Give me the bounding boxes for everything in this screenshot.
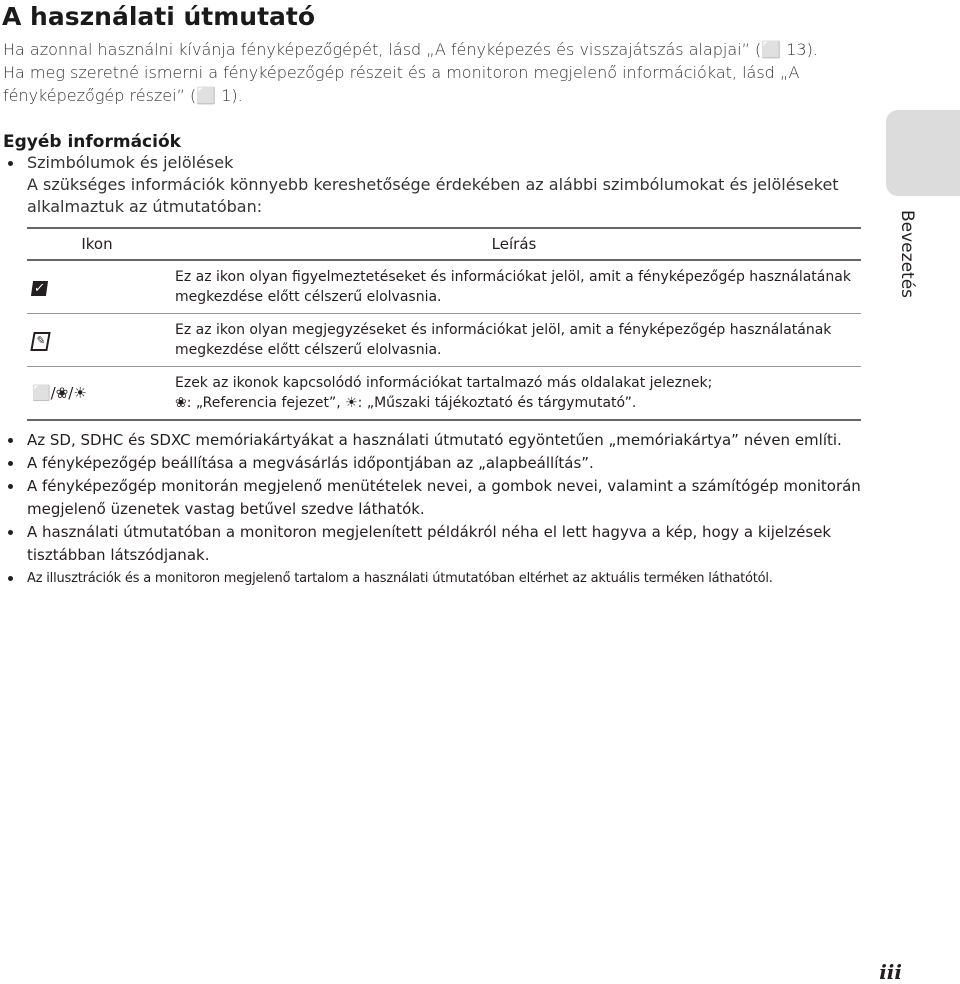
table-row <box>27 260 861 314</box>
col-header-icon: Ikon <box>27 228 167 260</box>
icon-cell <box>27 314 167 367</box>
page-number: iii <box>879 960 902 984</box>
symbols-intro <box>3 152 843 218</box>
description-cell: Ez az ikon olyan figyelmeztetéseket és információkat jelöl, amit a fényképezőgép használatának megkezdése előtt célszerű elolvasnia. <box>167 260 861 314</box>
intro-line-parts: Ha meg szeretné ismerni a fényképezőgép részeit és a monitoron megjelenő információkat, lásd „A fényképezőgép részei” (⬜ 1). <box>3 63 800 105</box>
icon-cell <box>27 260 167 314</box>
icon-cell <box>27 367 167 421</box>
page-title: A használati útmutató <box>2 2 316 31</box>
list-item: Az SD, SDHC és SDXC memóriakártyákat a használati útmutató egyöntetűen „memóriakártya” néven említi. <box>3 429 873 452</box>
list-item: Az illusztrációk és a monitoron megjelenő tartalom a használati útmutatóban eltérhet az aktuális terméken láthatótól. <box>3 567 873 590</box>
page-reference-icon: ⬜/❀/☀ <box>32 384 87 402</box>
chapter-tab-label: Bevezetés <box>897 210 917 299</box>
symbols-description: A szükséges információk könnyebb kereshetősége érdekében az alábbi szimbólumokat és jelöléseket alkalmaztuk az útmutatóban: <box>27 175 839 216</box>
notes-list <box>3 429 873 590</box>
symbols-bullet: Szimbólumok és jelölések <box>3 152 843 174</box>
check-icon: ✓ <box>31 281 48 296</box>
description-line: Ezek az ikonok kapcsolódó információkat tartalmazó más oldalakat jeleznek; <box>175 375 713 391</box>
list-item: A fényképezőgép beállítása a megvásárlás időpontjában az „alapbeállítás”. <box>3 452 873 475</box>
list-item: A fényképezőgép monitorán megjelenő menütételek nevei, a gombok nevei, valamint a számítógép monitorán megjelenő üzenetek vastag betűvel szedve láthatók. <box>3 475 873 521</box>
table-row <box>27 367 861 421</box>
list-item: A használati útmutatóban a monitoron megjelenített példákról néha el lett hagyva a kép, hogy a kijelzések tisztábban látszódjanak. <box>3 521 873 567</box>
intro-text <box>3 38 865 107</box>
description-cell <box>167 367 861 421</box>
description-line: ❀: „Referencia fejezet”, ☀: „Műszaki tájékoztató és tárgymutató”. <box>175 395 637 411</box>
note-icon: ✎ <box>30 332 50 351</box>
section-heading: Egyéb információk <box>3 132 181 152</box>
icon-table <box>27 227 861 421</box>
col-header-description: Leírás <box>167 228 861 260</box>
table-row <box>27 314 861 367</box>
chapter-tab <box>886 110 960 196</box>
intro-line-quickstart: Ha azonnal használni kívánja fényképezőgépét, lásd „A fényképezés és visszajátszás alapjai” (⬜ 13). <box>3 40 818 59</box>
description-cell: Ez az ikon olyan megjegyzéseket és információkat jelöl, amit a fényképezőgép használatának megkezdése előtt célszerű elolvasnia. <box>167 314 861 367</box>
icon-table-header <box>27 228 861 260</box>
